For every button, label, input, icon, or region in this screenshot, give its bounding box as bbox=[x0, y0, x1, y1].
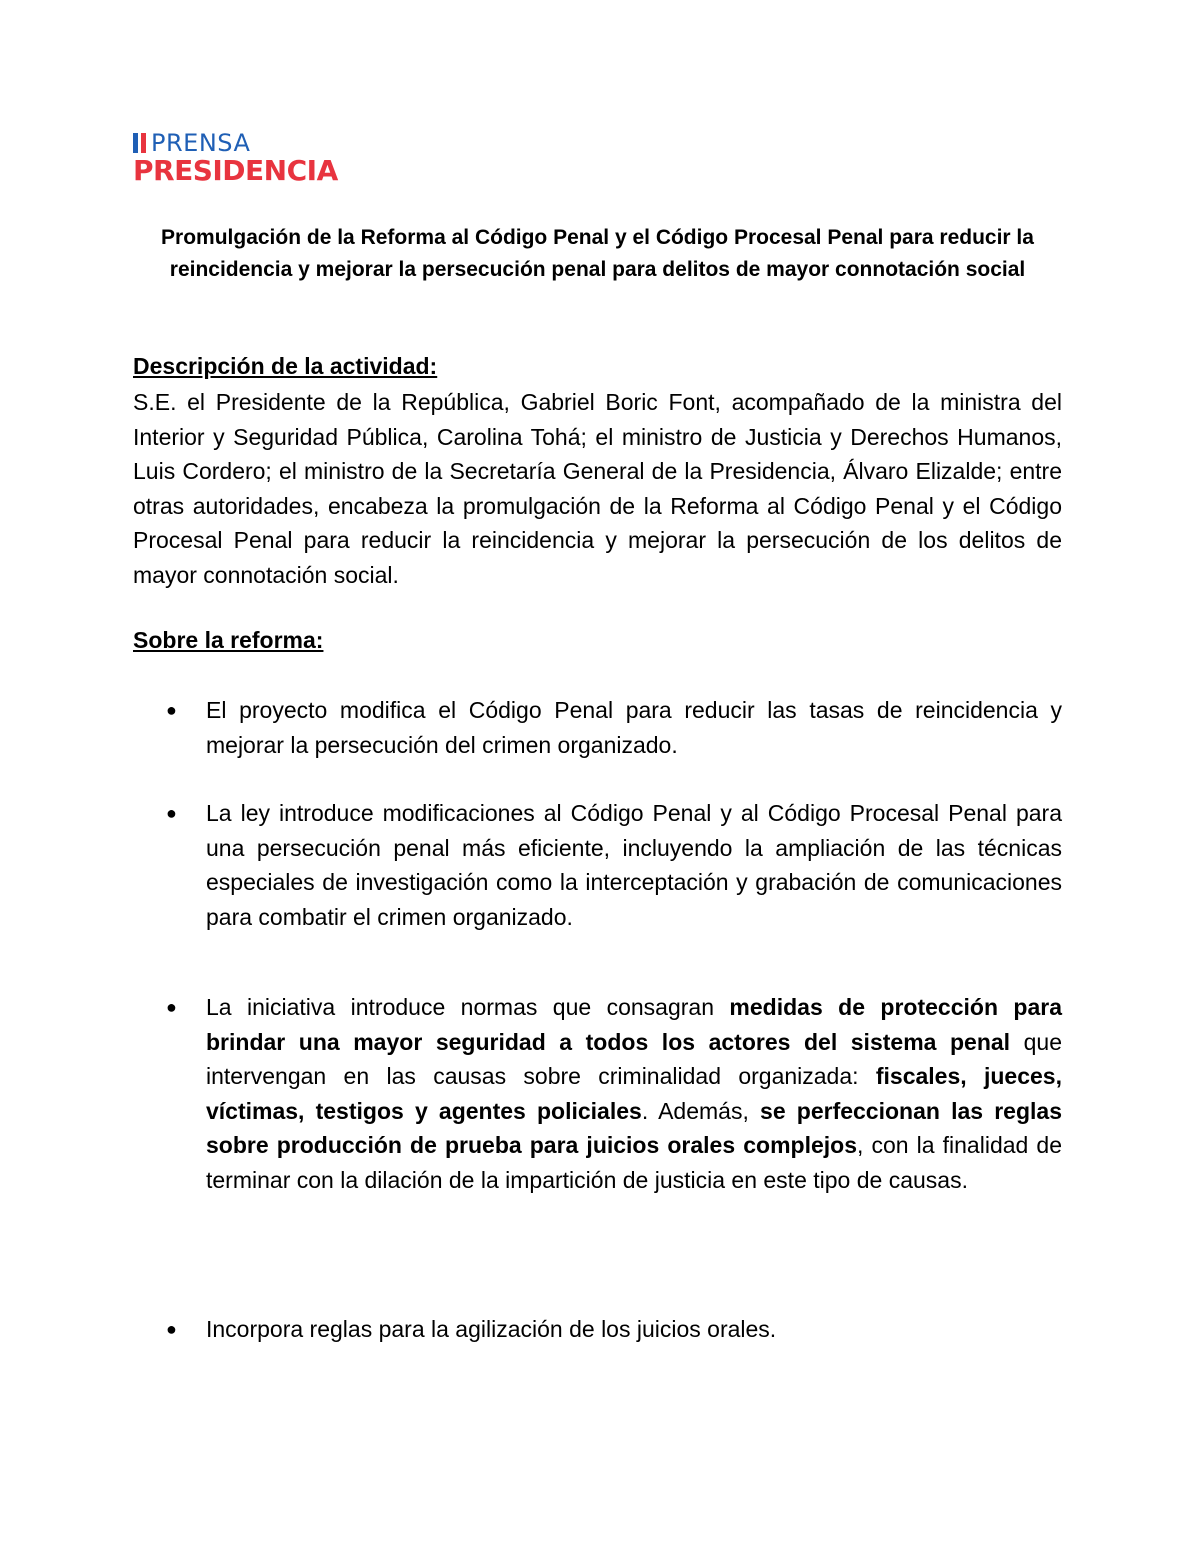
section-heading-reforma: Sobre la reforma: bbox=[133, 627, 324, 653]
bullet-text-part: . Además, bbox=[641, 1097, 761, 1124]
bullet-icon: ● bbox=[166, 700, 177, 720]
logo-top-row bbox=[133, 130, 338, 156]
document-title: Promulgación de la Reforma al Código Penal y el Código Procesal Penal para reducir la reincidencia y mejorar la persecución penal para delitos de mayor connotación social bbox=[161, 226, 1034, 281]
bullet-icon: ● bbox=[166, 803, 177, 823]
bullet-bold-part: fiscales, jueces, víctimas, testigos y agentes policiales bbox=[206, 1063, 1062, 1124]
list-item bbox=[166, 990, 1062, 1197]
flag-icon bbox=[133, 133, 146, 153]
bullet-text-part: , con la finalidad de terminar con la dilación de la impartición de justicia en este tipo de causas. bbox=[206, 1132, 1062, 1193]
list-item bbox=[166, 1312, 1062, 1347]
list-item bbox=[166, 796, 1062, 934]
bullet-text bbox=[206, 990, 1062, 1197]
bullet-text-part: que intervengan en las causas sobre criminalidad organizada: bbox=[206, 1028, 1062, 1089]
bullet-text: Incorpora reglas para la agilización de los juicios orales. bbox=[206, 1316, 777, 1342]
bullet-text: El proyecto modifica el Código Penal para reducir las tasas de reincidencia y mejorar la persecución del crimen organizado. bbox=[206, 697, 1062, 758]
bullet-icon: ● bbox=[166, 997, 177, 1017]
bullet-text-part: La iniciativa introduce normas que consagran bbox=[206, 994, 730, 1020]
descripcion-paragraph: S.E. el Presidente de la República, Gabriel Boric Font, acompañado de la ministra del Interior y Seguridad Pública, Carolina Tohá; el ministro de Justicia y Derechos Humanos, Luis Cordero; el ministro de la Secretaría General de la Presidencia, Álvaro Elizalde; entre otras autoridades, encabeza la promulgación de la Reforma al Código Penal y el Código Procesal Penal para reducir la reincidencia y mejorar la persecución de los delitos de mayor connotación social. bbox=[133, 389, 1062, 588]
section-heading-descripcion: Descripción de la actividad: bbox=[133, 353, 438, 379]
bullet-icon: ● bbox=[166, 1319, 177, 1339]
bullet-bold-part: se perfeccionan las reglas sobre producción de prueba para juicios orales complejos bbox=[206, 1097, 1062, 1158]
list-item bbox=[166, 693, 1062, 762]
bullet-text: La ley introduce modificaciones al Código Penal y al Código Procesal Penal para una persecución penal más eficiente, incluyendo la ampliación de las técnicas especiales de investigación como la interceptación y grabación de comunicaciones para combatir el crimen organizado. bbox=[206, 800, 1062, 930]
prensa-presidencia-logo bbox=[133, 130, 338, 186]
bullet-bold-part: medidas de protección para brindar una mayor seguridad a todos los actores del sistema penal bbox=[206, 994, 1062, 1055]
logo-presidencia-text: PRESIDENCIA bbox=[133, 154, 338, 187]
logo-prensa-text: PRENSA bbox=[151, 129, 251, 157]
